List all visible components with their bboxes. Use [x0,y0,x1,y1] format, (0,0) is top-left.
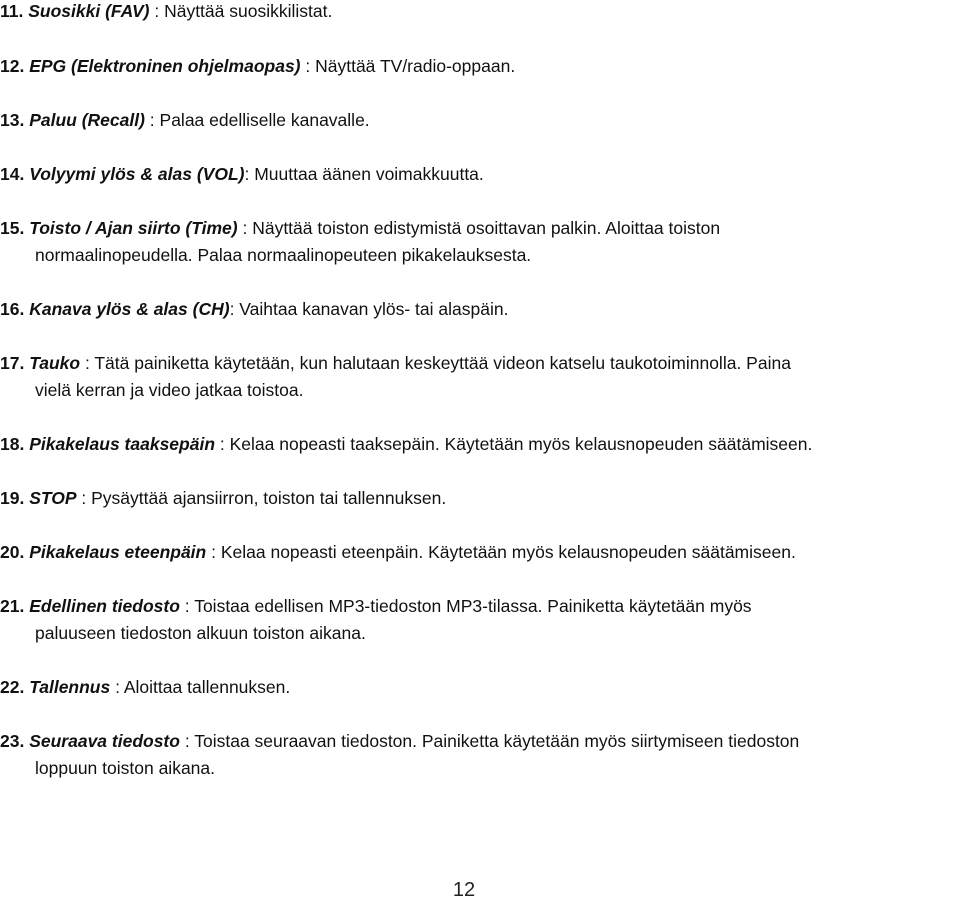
item-number: 11. [0,1,24,21]
item-description: : Tätä painiketta käytetään, kun halutaan keskeyttää videon katselu taukotoiminnolla. Paina [80,353,791,373]
item-number: 14. [0,164,25,184]
item-term: Pikakelaus taaksepäin [29,434,216,454]
item-number: 21. [0,596,25,616]
item-description: : Näyttää suosikkilistat. [149,1,333,21]
item-description: : Aloittaa tallennuksen. [110,677,291,697]
item-term: Pikakelaus eteenpäin [29,542,207,562]
list-item [0,161,957,188]
list-item [0,539,957,566]
list-item [0,53,957,80]
item-term: EPG (Elektroninen ohjelmaopas) [29,56,301,76]
list-item [0,215,957,269]
item-description: : Toistaa seuraavan tiedoston. Painiketta käytetään myös siirtymiseen tiedoston [179,731,800,751]
item-term: Kanava ylös & alas (CH) [29,299,230,319]
item-term: Paluu (Recall) [29,110,145,130]
item-description: : Näyttää TV/radio-oppaan. [300,56,516,76]
item-number: 13. [0,110,25,130]
item-number: 22. [0,677,25,697]
item-number: 15. [0,218,25,238]
item-continuation: paluuseen tiedoston alkuun toiston aikana. [35,623,366,643]
item-number: 18. [0,434,25,454]
item-description: : Vaihtaa kanavan ylös- tai alaspäin. [229,299,509,319]
list-item [0,107,957,134]
list-item [0,431,957,458]
item-description: : Kelaa nopeasti eteenpäin. Käytetään myös kelausnopeuden säätämiseen. [206,542,796,562]
item-description: : Toistaa edellisen MP3-tiedoston MP3-tilassa. Painiketta käytetään myös [179,596,752,616]
item-description: : Palaa edelliselle kanavalle. [144,110,370,130]
item-number: 17. [0,353,25,373]
item-continuation: loppuun toiston aikana. [35,758,215,778]
item-number: 23. [0,731,25,751]
item-description: : Muuttaa äänen voimakkuutta. [244,164,484,184]
list-item [0,593,957,647]
item-term: Edellinen tiedosto [29,596,180,616]
item-description: : Näyttää toiston edistymistä osoittavan palkin. Aloittaa toiston [237,218,721,238]
item-continuation: vielä kerran ja video jatkaa toistoa. [35,380,304,400]
list-item [0,296,957,323]
list-item [0,485,957,512]
item-term: STOP [29,488,77,508]
item-continuation: normaalinopeudella. Palaa normaalinopeuteen pikakelauksesta. [35,245,532,265]
item-description: : Kelaa nopeasti taaksepäin. Käytetään myös kelausnopeuden säätämiseen. [215,434,813,454]
item-description: : Pysäyttää ajansiirron, toiston tai tallennuksen. [76,488,447,508]
list-item [0,0,957,25]
item-number: 12. [0,56,25,76]
item-number: 19. [0,488,25,508]
list-item [0,674,957,701]
page-number: 12 [452,879,476,901]
item-number: 16. [0,299,25,319]
list-item [0,350,957,404]
item-term: Volyymi ylös & alas (VOL) [29,164,245,184]
list-item [0,728,957,782]
item-term: Tauko [29,353,81,373]
item-term: Tallennus [29,677,111,697]
item-term: Suosikki (FAV) [28,1,150,21]
item-term: Seuraava tiedosto [29,731,180,751]
item-term: Toisto / Ajan siirto (Time) [29,218,238,238]
item-number: 20. [0,542,25,562]
